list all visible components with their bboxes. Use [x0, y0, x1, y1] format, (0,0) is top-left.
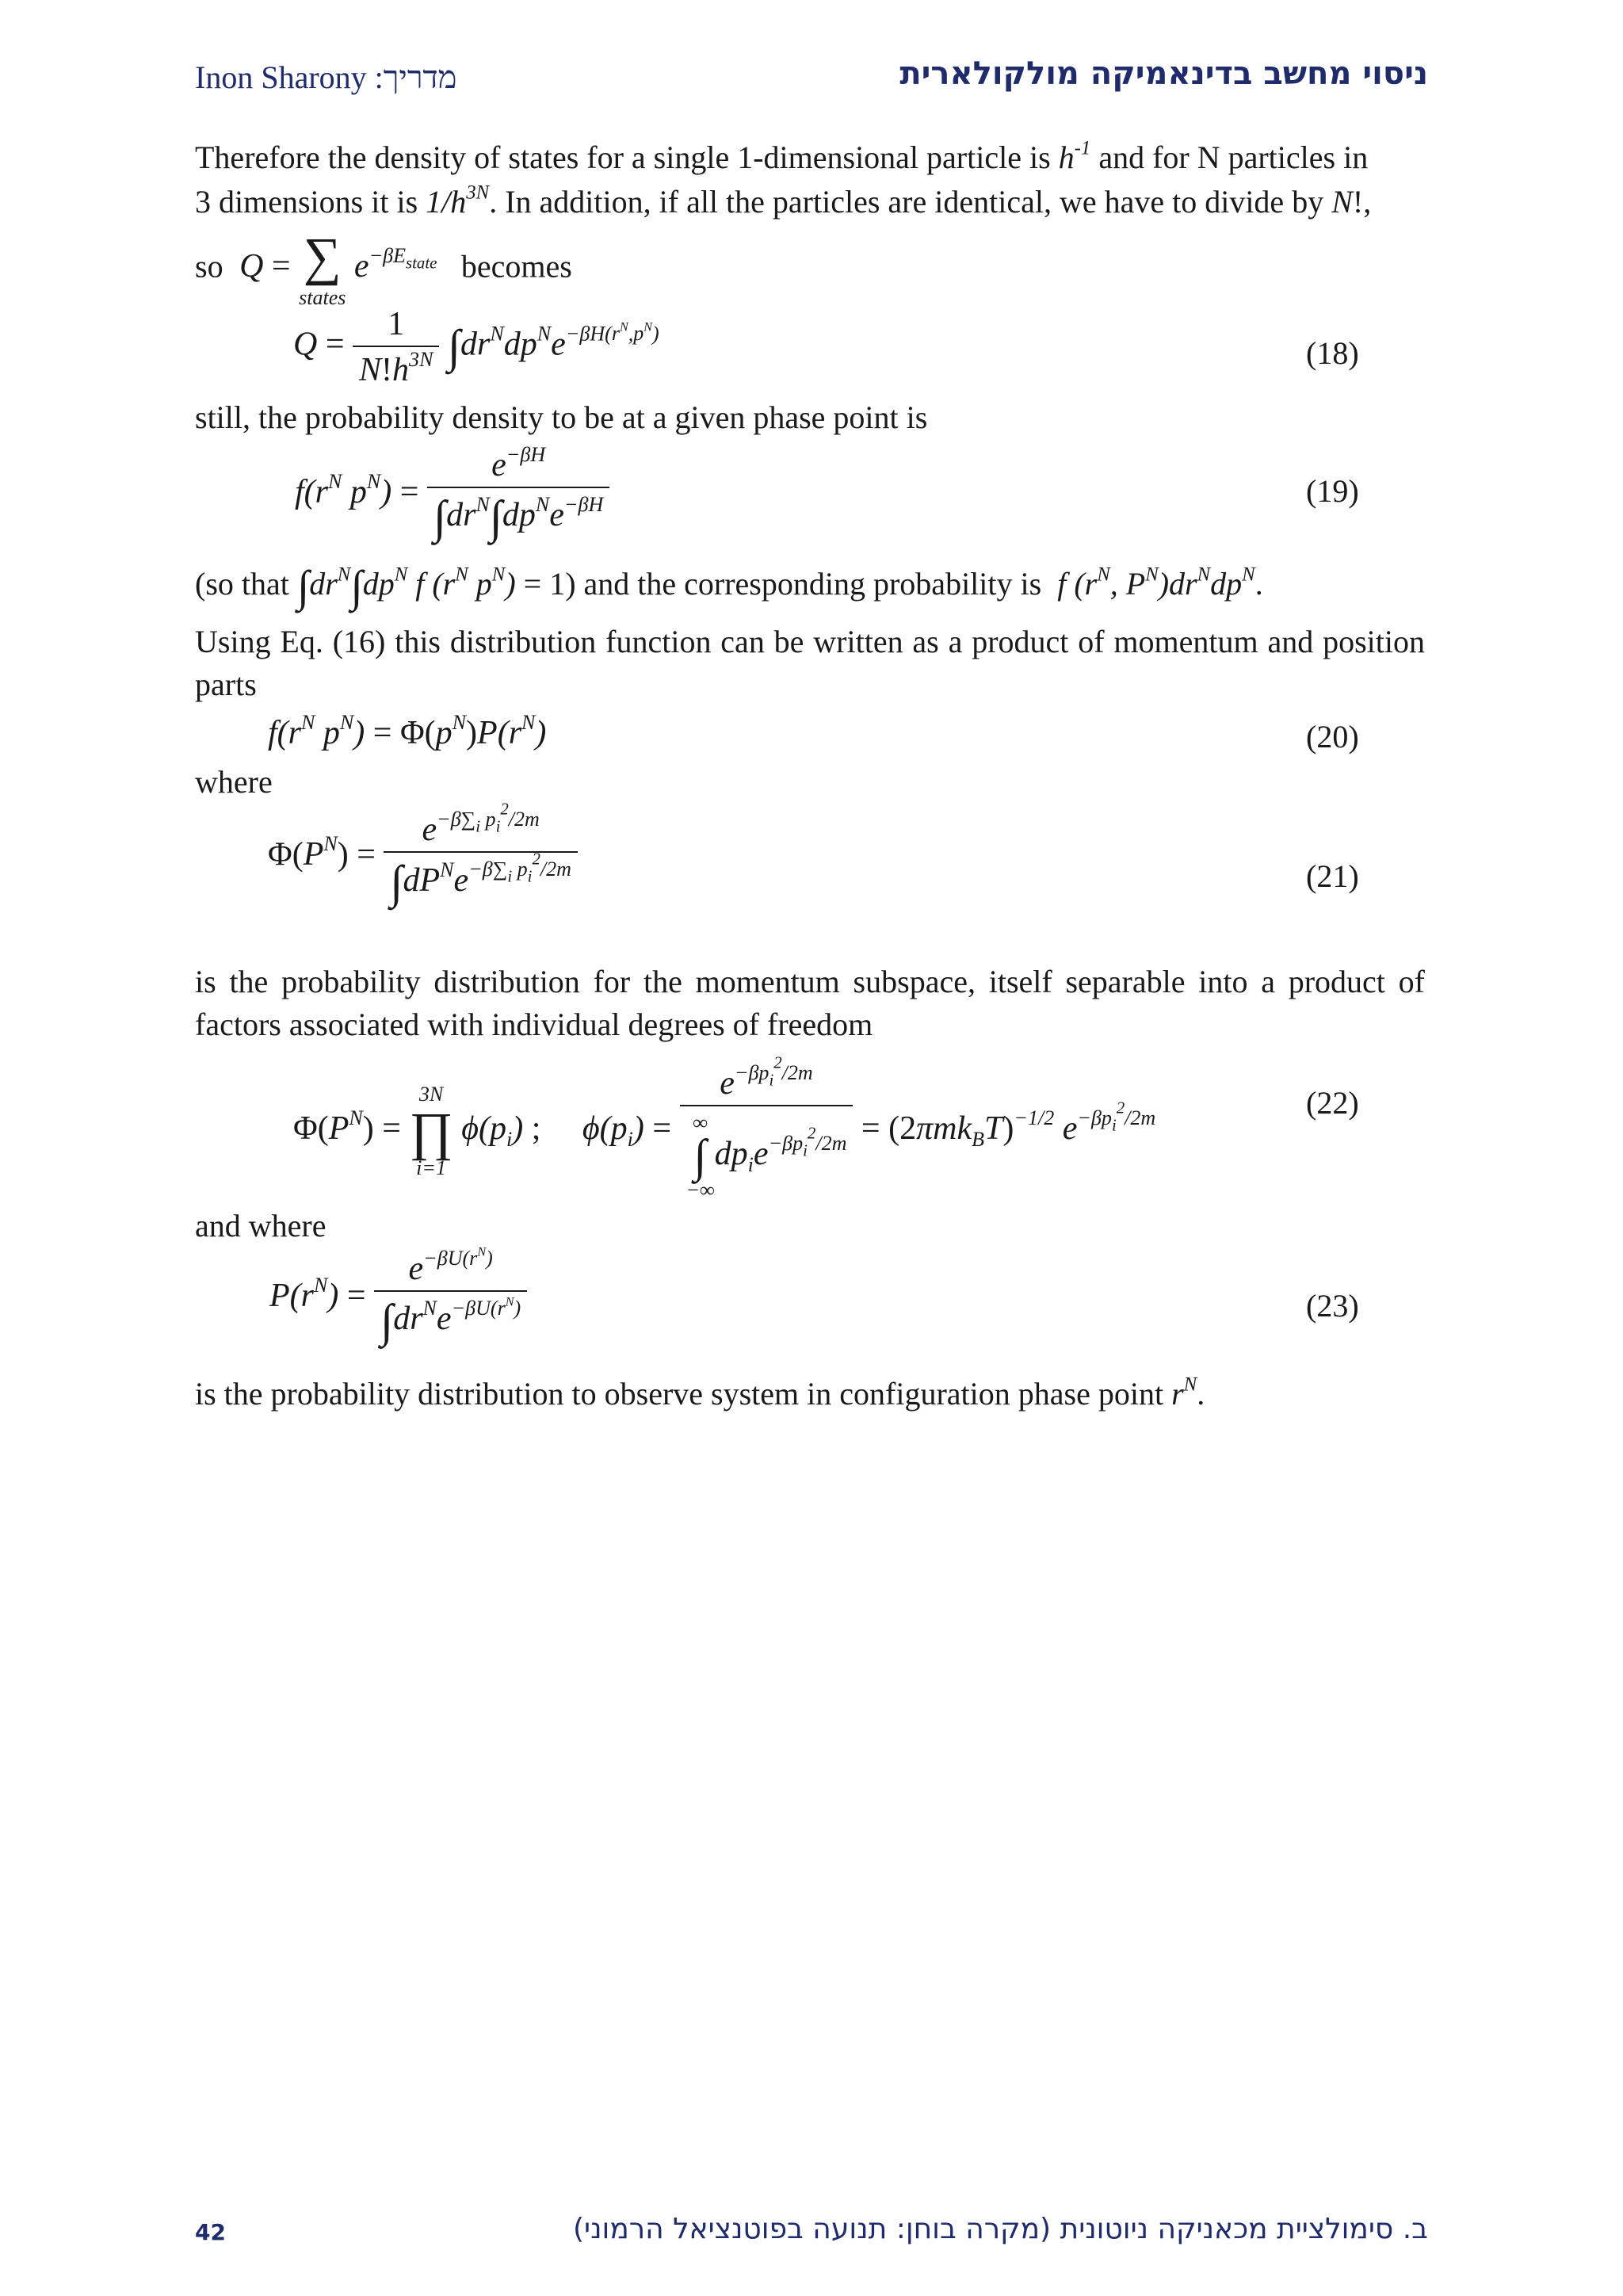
equation-number-18: (18) [1306, 335, 1359, 371]
text-span: 3 dimensions it is [195, 184, 426, 220]
equation-18: Q = $\frac{1}{N!h^{3N}}$ $\int dr^Ndp^Ne^{-\beta H(r^N,p^N)}$ [293, 306, 659, 388]
paragraph-density-line1: Therefore the density of states for a single 1-dimensional particle is $h^{-1}$ and for N particles in [195, 137, 1369, 175]
equation-21: $\Phi(P^N)$ = $\frac{e^{-\beta\sum_i p_i^2/2m}}{\int dP^Ne^{-\beta\sum_i p_i^2/2m}}$ [268, 808, 578, 906]
paragraph-so-becomes [195, 227, 572, 310]
equation-19: $f(r^N$ $p^N$) = $\frac{e^{-\beta H}}{\int dr^N\int dp^Ne^{-\beta H}}$ [295, 449, 609, 541]
paragraph-using: Using Eq. (16) this distribution function can be written as a product of momentum and position parts [195, 624, 1425, 702]
equation-number-20: (20) [1306, 719, 1359, 755]
text-corresponding: ) and the corresponding probability is [565, 566, 1042, 602]
equation-number-22: (22) [1306, 1085, 1359, 1121]
page-number: 42 [195, 2219, 226, 2245]
partition-sum: Q = ∑ states $e^{-\beta E_{state}}$ [239, 227, 437, 310]
equation-20: $f(r^N$ $p^N) = \Phi(p^N)P(r^N)$ [268, 710, 547, 751]
paragraph-where: where [195, 764, 273, 800]
paragraph-and-where: and where [195, 1208, 327, 1244]
paragraph-final: is the probability distribution to observe system in configuration phase point $r^N$. [195, 1373, 1205, 1412]
text-so-that: (so that [195, 566, 289, 602]
equation-number-21: (21) [1306, 858, 1359, 894]
paragraph-still: still, the probability density to be at a given phase point is [195, 399, 928, 435]
text-becomes: becomes [460, 248, 572, 285]
text-span: !, [1352, 184, 1372, 220]
paragraph-so-that: (so that $\int dr^N\int dp^N$ f ($r^N$ $p^N) = 1$) and the corresponding probability is f ($r^N$, $P^N)dr^Ndp^N$. [195, 562, 1263, 612]
equation-22: $\Phi(P^N)$ = 3N ∏ i=1 $\phi(p_i)$ ; $\phi(p_i)$ = $e^{-\beta p_i^2/2m}$ ∞ ∫ −∞ $dp_ie^{-\beta p_i^2/2m}$ = $(2\pi mk_BT)^{-1/2}$ $e^{-\beta p_i^2/2m}$ [293, 1052, 1156, 1201]
header-instructor: Inon Sharony :מדריך [195, 59, 457, 95]
normalization-expr: $\int dr^N\int dp^N$ f ($r^N$ $p^N) = 1$ [296, 562, 566, 612]
text-so: so [195, 248, 223, 285]
text-span: . In addition, if all the particles are identical, we have to divide by [489, 184, 1332, 220]
text-span: Therefore the density of states for a single 1-dimensional particle is [195, 139, 1059, 175]
equation-23: $P(r^N)$ = $\frac{e^{-\beta U(r^N)}}{\int dr^Ne^{-\beta U(r^N)}}$ [269, 1252, 527, 1345]
paragraph-momentum: is the probability distribution for the momentum subspace, itself separable into a product of factors associated with individual degrees of freedom [195, 964, 1425, 1042]
text-span: and for N particles in [1090, 139, 1369, 175]
text-final: is the probability distribution to observe system in configuration phase point [195, 1376, 1172, 1412]
equation-number-19: (19) [1306, 473, 1359, 509]
probability-expr: f ($r^N$, $P^N)dr^Ndp^N$ [1049, 563, 1255, 602]
paragraph-density-line2: 3 dimensions it is $1/h^{3N}$. In addition, if all the particles are identical, we have to divide by N!, [195, 181, 1372, 220]
header-course-title: ניסוי מחשב בדינאמיקה מולקולארית [899, 55, 1428, 92]
footer-chapter-title: ב. סימולציית מכאניקה ניוטונית (מקרה בוחן: תנועה בפוטנציאל הרמוני) [573, 2213, 1428, 2245]
equation-number-23: (23) [1306, 1288, 1359, 1324]
